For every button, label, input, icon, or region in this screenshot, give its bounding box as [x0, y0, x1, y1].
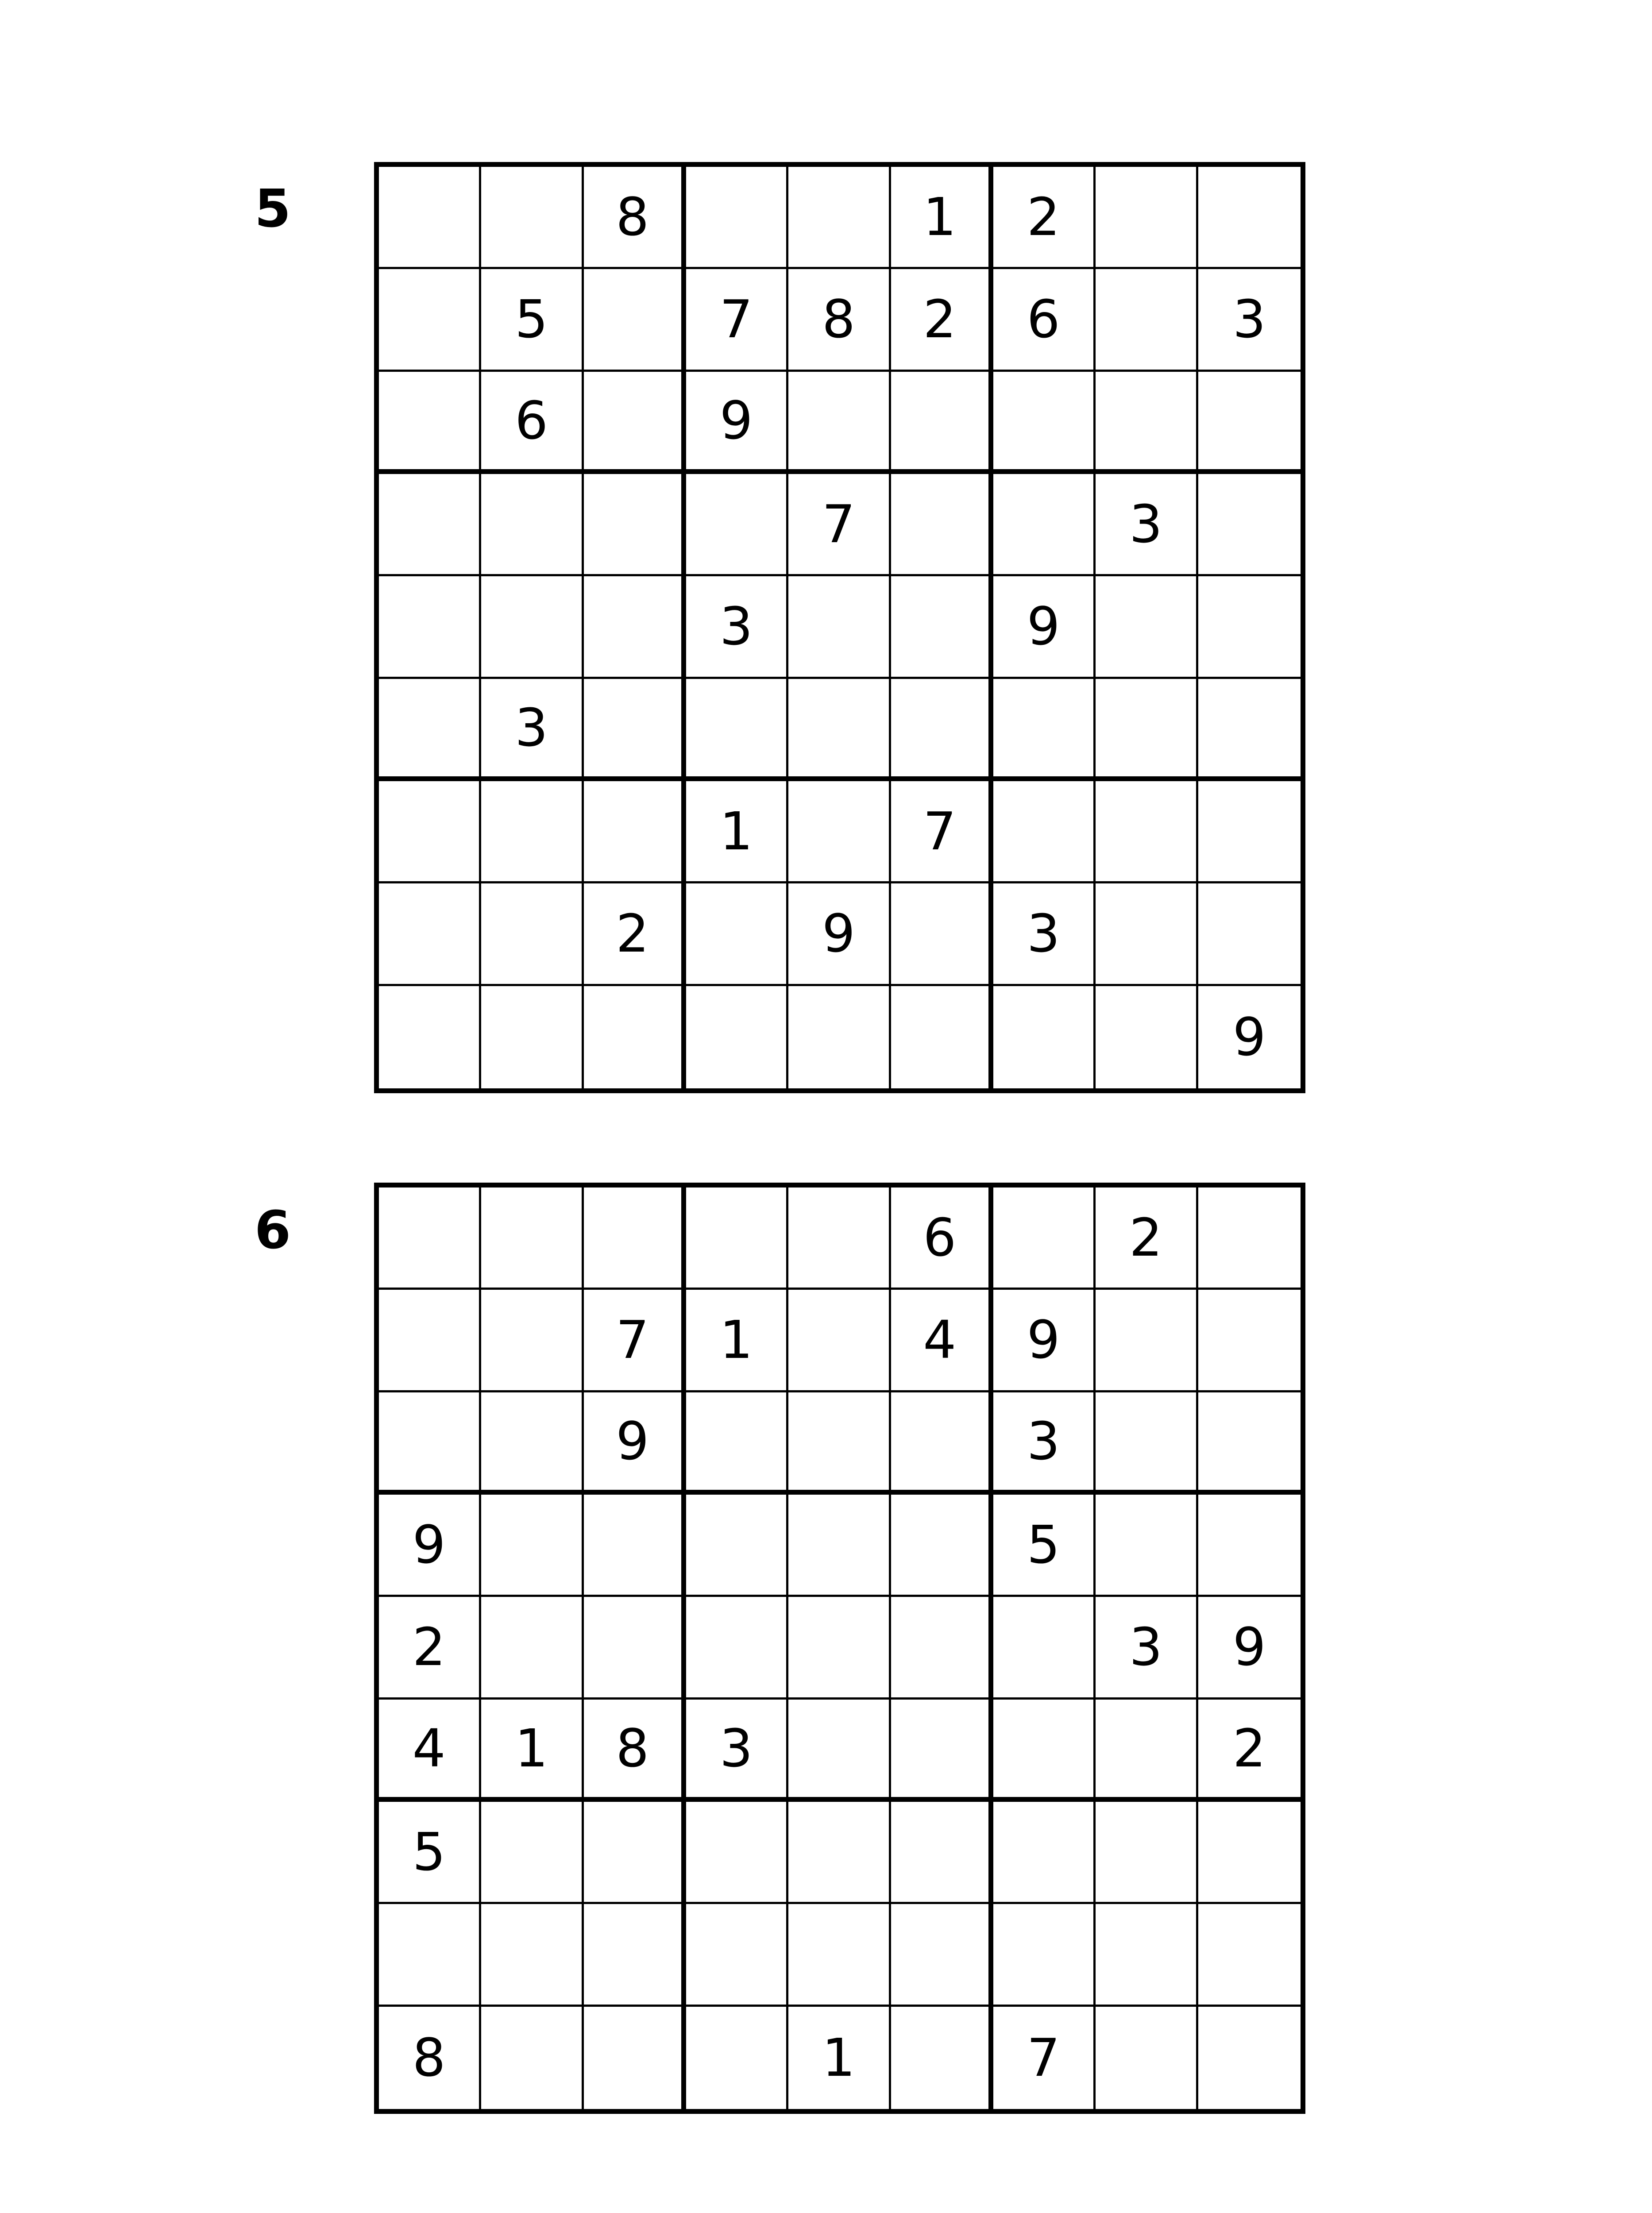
sudoku-cell-given: 3 [686, 1700, 788, 1802]
sudoku-cell-empty[interactable] [788, 1597, 891, 1699]
sudoku-cell-empty[interactable] [584, 1904, 686, 2006]
sudoku-cell-given: 3 [1096, 1597, 1198, 1699]
sudoku-cell-empty[interactable] [379, 1290, 481, 1392]
sudoku-cell-empty[interactable] [1096, 1495, 1198, 1597]
sudoku-cell-given: 7 [993, 2007, 1096, 2109]
sudoku-cell-empty[interactable] [686, 2007, 788, 2109]
sudoku-cell-empty[interactable] [584, 2007, 686, 2109]
sudoku-cell-empty[interactable] [1198, 1495, 1301, 1597]
sudoku-cell-given: 5 [993, 1495, 1096, 1597]
sudoku-cell-empty[interactable] [686, 167, 788, 269]
sudoku-cell-given: 3 [1096, 474, 1198, 576]
sudoku-cell-given: 2 [993, 167, 1096, 269]
sudoku-cell-empty[interactable] [686, 1495, 788, 1597]
sudoku-cell-empty[interactable] [584, 474, 686, 576]
sudoku-cell-given: 4 [379, 1700, 481, 1802]
sudoku-cell-empty[interactable] [993, 1187, 1096, 1290]
sudoku-cell-empty[interactable] [379, 474, 481, 576]
sudoku-cell-given: 7 [891, 781, 993, 883]
sudoku-cell-empty[interactable] [788, 1495, 891, 1597]
sudoku-cell-empty[interactable] [481, 1187, 583, 1290]
sudoku-cell-given: 8 [584, 167, 686, 269]
sudoku-cell-empty[interactable] [891, 1700, 993, 1802]
sudoku-cell-given: 3 [1198, 269, 1301, 371]
sudoku-cell-empty[interactable] [379, 269, 481, 371]
sudoku-cell-empty[interactable] [481, 883, 583, 986]
sudoku-cell-empty[interactable] [891, 986, 993, 1088]
sudoku-cell-empty[interactable] [481, 986, 583, 1088]
sudoku-cell-given: 8 [788, 269, 891, 371]
sudoku-cell-empty[interactable] [1198, 883, 1301, 986]
sudoku-cell-empty[interactable] [379, 372, 481, 474]
sudoku-cell-given: 9 [993, 576, 1096, 679]
sudoku-cell-empty[interactable] [379, 883, 481, 986]
sudoku-cell-empty[interactable] [788, 679, 891, 781]
sudoku-cell-given: 1 [481, 1700, 583, 1802]
sudoku-cell-empty[interactable] [481, 1290, 583, 1392]
sudoku-cell-empty[interactable] [686, 883, 788, 986]
sudoku-cell-empty[interactable] [481, 781, 583, 883]
sudoku-cell-empty[interactable] [1096, 1904, 1198, 2006]
sudoku-cell-given: 3 [993, 1392, 1096, 1495]
sudoku-cell-empty[interactable] [686, 1802, 788, 1904]
sudoku-cell-given: 5 [481, 269, 583, 371]
sudoku-cell-empty[interactable] [993, 372, 1096, 474]
sudoku-cell-empty[interactable] [686, 1187, 788, 1290]
sudoku-cell-empty[interactable] [993, 1802, 1096, 1904]
sudoku-cell-empty[interactable] [481, 1597, 583, 1699]
sudoku-cell-empty[interactable] [1096, 1700, 1198, 1802]
sudoku-cell-empty[interactable] [379, 781, 481, 883]
sudoku-cell-given: 2 [584, 883, 686, 986]
sudoku-cell-empty[interactable] [584, 269, 686, 371]
sudoku-cell-empty[interactable] [686, 1392, 788, 1495]
sudoku-cell-given: 1 [788, 2007, 891, 2109]
sudoku-cell-empty[interactable] [891, 1802, 993, 1904]
sudoku-cell-empty[interactable] [379, 576, 481, 679]
sudoku-cell-empty[interactable] [1096, 372, 1198, 474]
sudoku-cell-given: 1 [686, 1290, 788, 1392]
sudoku-cell-given: 1 [891, 167, 993, 269]
sudoku-cell-given: 2 [379, 1597, 481, 1699]
sudoku-cell-empty[interactable] [686, 1597, 788, 1699]
sudoku-cell-empty[interactable] [891, 1495, 993, 1597]
sudoku-cell-given: 6 [481, 372, 583, 474]
sudoku-cell-empty[interactable] [481, 1392, 583, 1495]
sudoku-cell-empty[interactable] [891, 1392, 993, 1495]
sudoku-cell-empty[interactable] [379, 1392, 481, 1495]
sudoku-cell-empty[interactable] [1096, 269, 1198, 371]
sudoku-cell-given: 3 [993, 883, 1096, 986]
sudoku-cell-empty[interactable] [584, 679, 686, 781]
sudoku-cell-empty[interactable] [788, 576, 891, 679]
sudoku-cell-empty[interactable] [584, 1187, 686, 1290]
puzzle-5-number: 5 [255, 178, 291, 239]
sudoku-cell-given: 6 [993, 269, 1096, 371]
sudoku-cell-empty[interactable] [686, 1904, 788, 2006]
sudoku-cell-empty[interactable] [1198, 1392, 1301, 1495]
sudoku-cell-empty[interactable] [584, 781, 686, 883]
sudoku-cell-empty[interactable] [481, 1802, 583, 1904]
sudoku-cell-empty[interactable] [1198, 2007, 1301, 2109]
sudoku-cell-empty[interactable] [993, 986, 1096, 1088]
sudoku-cell-empty[interactable] [686, 474, 788, 576]
sudoku-cell-empty[interactable] [1096, 1802, 1198, 1904]
sudoku-cell-empty[interactable] [379, 1187, 481, 1290]
sudoku-cell-given: 9 [584, 1392, 686, 1495]
sudoku-cell-empty[interactable] [584, 1597, 686, 1699]
sudoku-cell-empty[interactable] [1096, 167, 1198, 269]
sudoku-cell-empty[interactable] [1198, 1802, 1301, 1904]
sudoku-cell-empty[interactable] [788, 986, 891, 1088]
sudoku-cell-given: 7 [686, 269, 788, 371]
sudoku-cell-empty[interactable] [1096, 986, 1198, 1088]
sudoku-cell-empty[interactable] [1096, 781, 1198, 883]
sudoku-cell-empty[interactable] [481, 576, 583, 679]
sudoku-cell-empty[interactable] [788, 1290, 891, 1392]
sudoku-cell-empty[interactable] [1198, 1904, 1301, 2006]
sudoku-cell-given: 8 [379, 2007, 481, 2109]
sudoku-cell-given: 5 [379, 1802, 481, 1904]
sudoku-cell-empty[interactable] [1096, 883, 1198, 986]
sudoku-cell-empty[interactable] [1198, 1290, 1301, 1392]
sudoku-cell-empty[interactable] [891, 679, 993, 781]
sudoku-cell-given: 7 [788, 474, 891, 576]
sudoku-cell-empty[interactable] [481, 1495, 583, 1597]
sudoku-cell-empty[interactable] [584, 576, 686, 679]
sudoku-cell-empty[interactable] [1096, 1290, 1198, 1392]
sudoku-cell-empty[interactable] [788, 1187, 891, 1290]
sudoku-cell-empty[interactable] [686, 679, 788, 781]
sudoku-cell-empty[interactable] [1198, 474, 1301, 576]
sudoku-grid-puzzle-5 [374, 162, 1305, 1093]
sudoku-cell-empty[interactable] [891, 883, 993, 986]
sudoku-cell-empty[interactable] [1198, 167, 1301, 269]
sudoku-cell-given: 6 [891, 1187, 993, 1290]
sudoku-cell-empty[interactable] [584, 986, 686, 1088]
sudoku-cell-empty[interactable] [788, 372, 891, 474]
sudoku-cell-empty[interactable] [686, 986, 788, 1088]
sudoku-cell-empty[interactable] [788, 1904, 891, 2006]
sudoku-cell-empty[interactable] [993, 1597, 1096, 1699]
sudoku-cell-given: 3 [481, 679, 583, 781]
sudoku-cell-empty[interactable] [1198, 576, 1301, 679]
sudoku-cell-empty[interactable] [993, 1700, 1096, 1802]
sudoku-cell-given: 2 [891, 269, 993, 371]
sudoku-cell-empty[interactable] [584, 372, 686, 474]
sudoku-cell-empty[interactable] [481, 2007, 583, 2109]
sudoku-cell-empty[interactable] [379, 679, 481, 781]
sudoku-cell-given: 3 [686, 576, 788, 679]
sudoku-cell-empty[interactable] [788, 781, 891, 883]
sudoku-cell-empty[interactable] [788, 1802, 891, 1904]
sudoku-cell-given: 8 [584, 1700, 686, 1802]
sudoku-cell-given: 1 [686, 781, 788, 883]
sudoku-grid-puzzle-6 [374, 1183, 1305, 2114]
sudoku-cell-empty[interactable] [379, 986, 481, 1088]
sudoku-cell-empty[interactable] [891, 2007, 993, 2109]
sudoku-cell-empty[interactable] [1096, 679, 1198, 781]
sudoku-cell-empty[interactable] [1096, 576, 1198, 679]
sudoku-cell-empty[interactable] [584, 1495, 686, 1597]
sudoku-cell-empty[interactable] [788, 1392, 891, 1495]
sudoku-cell-empty[interactable] [891, 1904, 993, 2006]
sudoku-cell-empty[interactable] [891, 576, 993, 679]
sudoku-cell-empty[interactable] [891, 1597, 993, 1699]
sudoku-cell-given: 2 [1198, 1700, 1301, 1802]
puzzle-6-number: 6 [255, 1199, 291, 1261]
sudoku-cell-given: 9 [788, 883, 891, 986]
sudoku-cell-empty[interactable] [379, 1904, 481, 2006]
sudoku-cell-empty[interactable] [1198, 679, 1301, 781]
sudoku-cell-empty[interactable] [1198, 1187, 1301, 1290]
sudoku-cell-empty[interactable] [891, 372, 993, 474]
sudoku-cell-empty[interactable] [481, 1904, 583, 2006]
sudoku-cell-empty[interactable] [993, 1904, 1096, 2006]
sudoku-cell-empty[interactable] [379, 167, 481, 269]
sudoku-cell-empty[interactable] [1096, 1392, 1198, 1495]
sudoku-cell-empty[interactable] [788, 167, 891, 269]
sudoku-cell-given: 9 [993, 1290, 1096, 1392]
sudoku-cell-empty[interactable] [1198, 372, 1301, 474]
sudoku-cell-given: 2 [1096, 1187, 1198, 1290]
sudoku-cell-given: 9 [1198, 1597, 1301, 1699]
sudoku-cell-empty[interactable] [481, 167, 583, 269]
sudoku-cell-empty[interactable] [993, 474, 1096, 576]
sudoku-cell-empty[interactable] [481, 474, 583, 576]
sudoku-cell-empty[interactable] [993, 679, 1096, 781]
sudoku-cell-empty[interactable] [1096, 2007, 1198, 2109]
sudoku-cell-given: 7 [584, 1290, 686, 1392]
sudoku-cell-given: 9 [1198, 986, 1301, 1088]
sudoku-cell-empty[interactable] [891, 474, 993, 576]
sudoku-cell-empty[interactable] [788, 1700, 891, 1802]
sudoku-cell-empty[interactable] [584, 1802, 686, 1904]
sudoku-cell-given: 4 [891, 1290, 993, 1392]
sudoku-cell-given: 9 [379, 1495, 481, 1597]
sudoku-cell-empty[interactable] [1198, 781, 1301, 883]
sudoku-cell-given: 9 [686, 372, 788, 474]
sudoku-cell-empty[interactable] [993, 781, 1096, 883]
